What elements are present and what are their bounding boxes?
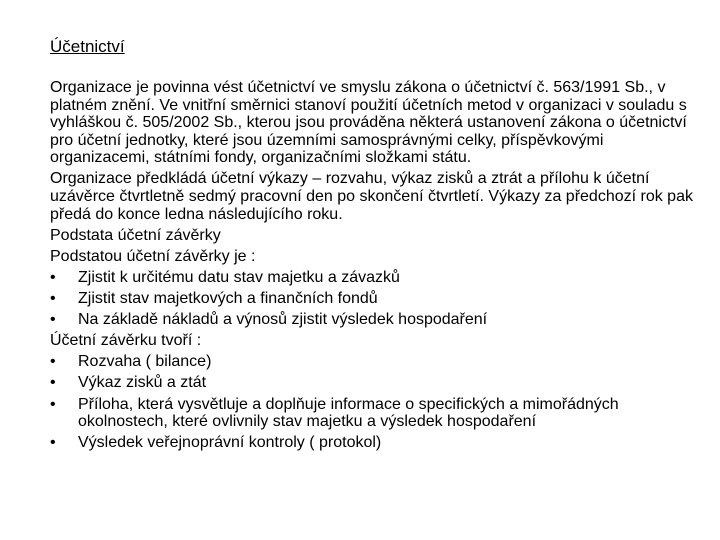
list-item (50, 374, 700, 392)
paragraph-accounting-law: Organizace je povinna vést účetnictví ve smyslu zákona o účetnictví č. 563/1991 Sb., v platném znění. Ve vnitřní směrnici stanoví použití účetních metod v organizaci v souladu s vyhláškou č. 505/2002 Sb., kterou jsou prováděna některá ustanovení zákona o účetnictví pro účetní jednotky, které jsou územními samosprávnými celky, příspěvkovými organizacemi, státními fondy, organizačními složkami státu. (50, 79, 687, 167)
paragraph-essence-intro: Podstatou účetní závěrky je : (50, 247, 256, 265)
list-item (50, 396, 700, 431)
paragraph-composition-intro: Účetní závěrku tvoří : (50, 332, 202, 350)
bullet-icon: • (50, 290, 56, 308)
list-item (50, 290, 700, 308)
list-item (50, 353, 700, 371)
bullet-icon: • (50, 268, 56, 286)
list-item-text: Příloha, která vysvětluje a doplňuje informace o specifických a mimořádných okolnostech, které ovlivnily stav majetku a výsledek hospodaření (78, 395, 619, 431)
bullet-icon: • (50, 311, 56, 329)
list-item (50, 311, 700, 329)
bullet-icon: • (50, 374, 56, 392)
list-item-text: Zjistit stav majetkových a finančních fondů (78, 290, 378, 308)
slide-content (50, 79, 700, 455)
list-item-text: Na základě nákladů a výnosů zjistit výsledek hospodaření (78, 311, 488, 329)
bullet-icon: • (50, 434, 56, 452)
bullet-icon: • (50, 395, 56, 413)
list-item-text: Výsledek veřejnoprávní kontroly ( protokol) (78, 434, 382, 452)
list-item-text: Zjistit k určitému datu stav majetku a závazků (78, 268, 400, 286)
slide-title: Účetnictví (50, 37, 125, 56)
paragraph-heading-essence: Podstata účetní závěrky (50, 226, 221, 244)
paragraph-financial-statements: Organizace předkládá účetní výkazy – rozvahu, výkaz zisků a ztrát a přílohu k účetní uzávěrce čtvrtletně sedmý pracovní den po skončení čtvrtletí. Výkazy za předchozí rok pak předá do konce ledna následujícího roku. (50, 170, 693, 223)
list-item (50, 269, 700, 287)
list-item-text: Rozvaha ( bilance) (78, 353, 212, 371)
list-item-text: Výkaz zisků a ztát (78, 374, 207, 392)
bullet-icon: • (50, 353, 56, 371)
list-item (50, 434, 700, 452)
